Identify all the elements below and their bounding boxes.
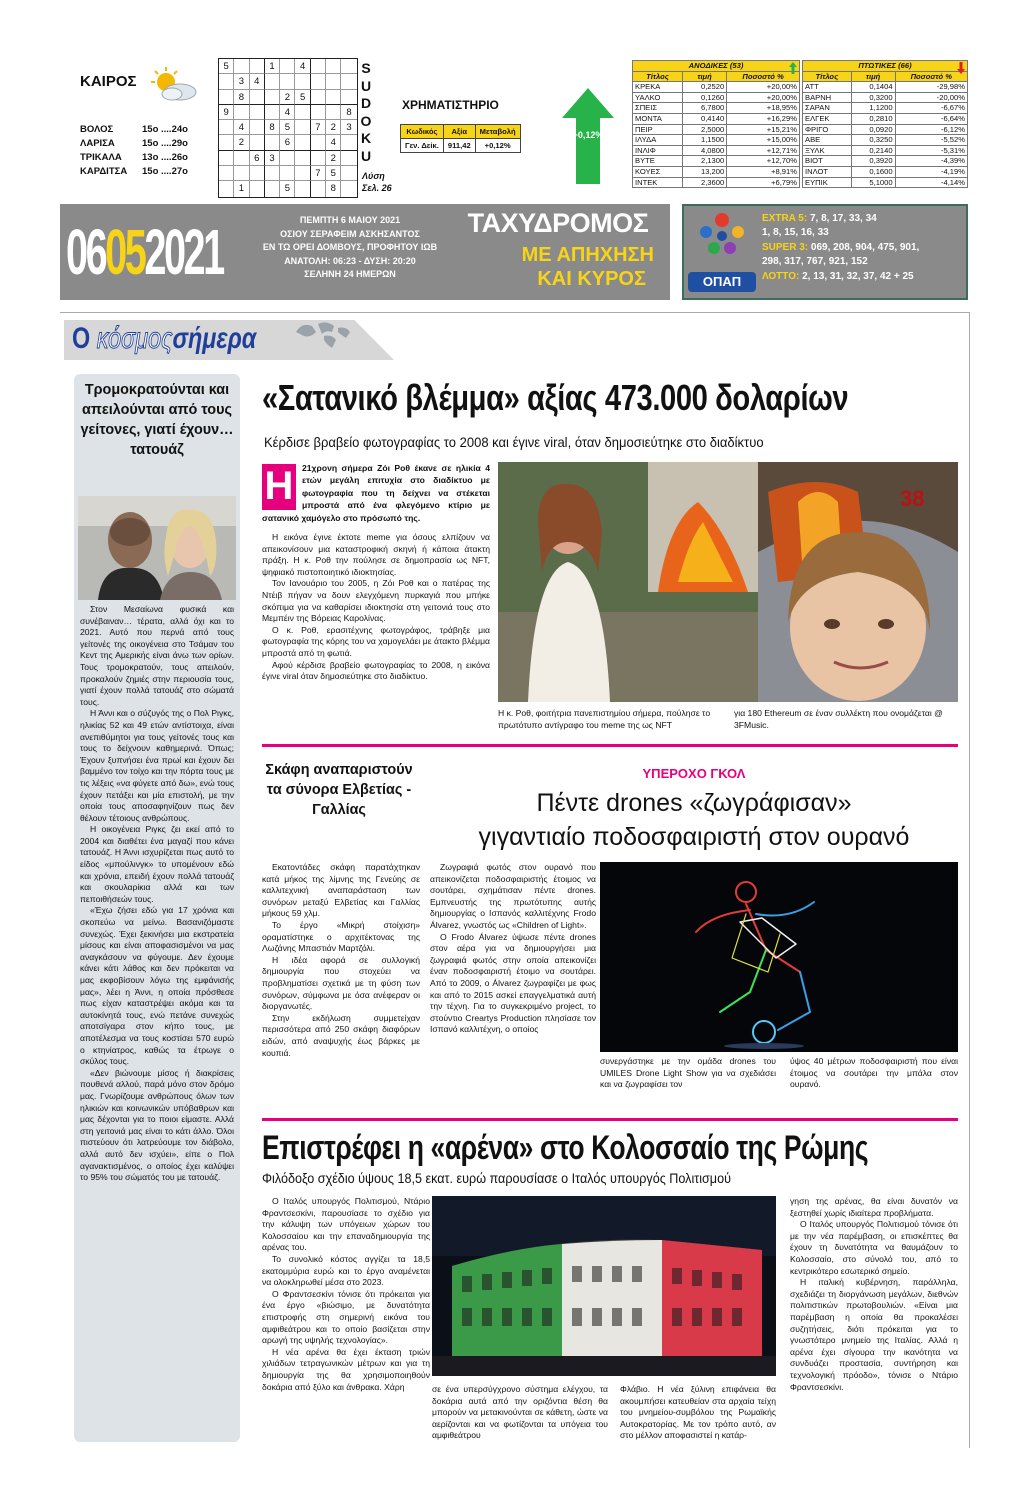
disaster-girl-image (498, 462, 958, 702)
sudoku-cell (341, 90, 356, 105)
index-table: Κωδικός Αξία Μεταβολή Γεν. Δείκ. 911,42 +0,12% (400, 124, 521, 153)
sudoku-cell (250, 120, 265, 135)
sudoku-cell (341, 135, 356, 150)
drones-body (430, 862, 596, 1036)
stock-change: +15,00% (727, 135, 800, 146)
stock-change: -6,12% (895, 124, 967, 135)
red-down-icon (957, 62, 965, 74)
sudoku-cell (280, 74, 295, 89)
stock-symbol: ΙΝΛΙΦ (633, 145, 683, 156)
stock-change: -4,39% (895, 156, 967, 167)
sudoku-cell (250, 181, 265, 196)
colosseum-paragraph: Ο Ιταλός υπουργός Πολιτισμού τόνισε ότι με την νέα παρέμβαση, οι επισκέπτες θα έχουν τη δυνατότητα να θαυμάζουν το Κολοσσαίο, στο σύνολό του, από το κεντρικότερο εσωτερικό σημείο. (790, 1219, 958, 1276)
zoe-roth-photo (498, 462, 958, 702)
stock-symbol: ΑΒΕ (803, 135, 852, 146)
sudoku-cell (295, 74, 310, 89)
stock-row (633, 113, 800, 124)
stock-price: 13,200 (682, 166, 726, 177)
opap-results: EXTRA 5: 7, 8, 17, 33, 34 1, 8, 15, 16, 33 SUPER 3: 069, 208, 904, 475, 901, 298, 317, 767, 921, 152 ΛΟΤΤΟ: 2, 13, 31, 32, 37, 42 + 25 (762, 213, 920, 282)
stock-symbol: ΣΑΡΑΝ (803, 103, 852, 114)
sidebar-headline: Τρομοκρατούνται και απειλούνται από τους γείτονες, γιατί έχουν… τατουάζ (80, 382, 234, 458)
stock-symbol: ΚΡΕΚΑ (633, 82, 683, 93)
sun-cloud-icon (146, 65, 200, 105)
colosseum-col1 (262, 1196, 430, 1393)
photo-caption-1: Η κ. Ροθ, φοιτήτρια πανεπιστημίου σήμερα, πούλησε το πρωτότυπο αντίγραφο του meme της ως NFT (498, 708, 711, 730)
stock-price: 5,1000 (851, 177, 895, 188)
paper-name: ΤΑΧΥΔΡΟΜΟΣ (467, 208, 649, 238)
main-lead: 21χρονη σήμερα Ζόι Ροθ έκανε σε ηλικία 4 ετών μεγάλη επιτυχία στο διαδίκτυο με φωτογραφία που τη δείχνει να στέκεται μπροστά από ένα φλεγόμενο κτίριο με σατανικό χαμόγελο στο πρόσωπό της. (262, 463, 490, 523)
colosseum-paragraph: Ο Ιταλός υπουργός Πολιτισμού, Ντάριο Φραντσεσκίνι, παρουσίασε το σχέδιο για την κάλυψη των υπόγειων χώρων του Κολοσσαίου και την επαναδημιουργία της αρένας του. (262, 1196, 430, 1253)
stock-price: 4,0800 (682, 145, 726, 156)
stock-price: 0,1600 (851, 166, 895, 177)
stock-change: -4,19% (895, 166, 967, 177)
gainers-table-wrap (632, 60, 800, 188)
sudoku-cell: 7 (311, 120, 326, 135)
stock-change: +12,70% (727, 156, 800, 167)
sudoku-cell: 8 (234, 90, 249, 105)
sudoku-cell (219, 166, 234, 181)
sudoku-cell: 4 (280, 105, 295, 120)
sudoku-cell: 5 (219, 59, 234, 74)
slogan-line-1: ΜΕ ΑΠΗΧΗΣΗ (521, 244, 654, 266)
stock-price: 0,4140 (682, 113, 726, 124)
stock-change: -29,98% (895, 82, 967, 93)
sudoku-cell (265, 181, 280, 196)
stock-price: 0,3200 (851, 92, 895, 103)
sudoku-cell (311, 90, 326, 105)
drone-footballer-image (600, 862, 958, 1052)
stock-row (633, 92, 800, 103)
losers-table-wrap (802, 60, 968, 188)
sudoku-cell: 8 (326, 181, 341, 196)
tattoo-couple-photo (78, 496, 236, 600)
sudoku-cell (341, 59, 356, 74)
weather-row: ΛΑΡΙΣΑ 15ο ....29ο (80, 138, 188, 149)
sudoku-cell (311, 59, 326, 74)
sudoku-cell (311, 151, 326, 166)
sudoku-cell (341, 74, 356, 89)
sudoku-cell (295, 151, 310, 166)
stock-change: -5,52% (895, 135, 967, 146)
stock-price: 0,2810 (851, 113, 895, 124)
stock-row (633, 145, 800, 156)
sidebar-paragraph: Στον Μεσαίωνα φυσικά και συνέβαιναν… τέρατα, αλλά όχι και το 2021. Αυτό που περνά από τους γείτονές της οικογένεια στο Τσάμαν του Κεντ της Αμερικής είναι άνω των ορίων. Τους τρομοκρατούν, τους απειλούν, προκαλούν ζημιές στην περιουσία τους, γιατί έχουν πολλά τατουάζ στο σώματά τους. (80, 604, 234, 707)
weather-row: ΚΑΡΔΙΤΣΑ 15ο ....27ο (80, 166, 188, 177)
colosseum-image (432, 1196, 776, 1376)
colosseum-col3: Φλάβιο. Η νέα ξύλινη επιφάνεια θα ακουμπήσει κατευθείαν στα αρχαία τείχη του μνημείου-συμβόλου της Ρωμαϊκής Αυτοκρατορίας. Με τον τρόπο αυτό, αν στο μέλλον αποφασιστεί η κατάρ- (620, 1384, 776, 1441)
stock-change: -5,31% (895, 145, 967, 156)
stock-price: 0,0920 (851, 124, 895, 135)
stock-symbol: ΙΝΛΟΤ (803, 166, 852, 177)
sudoku-cell: 2 (326, 120, 341, 135)
stock-symbol: ΦΡΙΓΟ (803, 124, 852, 135)
sudoku-cell: 5 (280, 181, 295, 196)
stock-price: 0,3920 (851, 156, 895, 167)
colosseum-col4 (790, 1196, 958, 1393)
sudoku-cell (341, 166, 356, 181)
main-paragraph: Η εικόνα έγινε έκτοτε meme για όσους ελπίζουν να απεικονίσουν μια καταστροφική σκηνή ή κάποια άτακτη πράξη. Η κ. Ροθ την πούλησε σε δημοπρασία ως NFT, ψηφιακό πιστοποιητικό ιδιοκτησίας. (262, 532, 490, 577)
weather-box (74, 63, 214, 193)
stock-symbol: ΑΤΤ (803, 82, 852, 93)
sudoku-cell: 3 (265, 151, 280, 166)
sudoku-cell (250, 59, 265, 74)
sudoku-cell (234, 151, 249, 166)
sidebar-paragraph: «Δεν βιώνουμε μίσος ή διακρίσεις πουθενά αλλού, παρά μόνο στον δρόμο μας. Γνωρίζουμε ανθρώπους όλων των ηλικιών και κοινωνικών υπόβαθρων και μας δέχονται για το ποιοι είμαστε. Αλλά στη γειτονιά μας είναι το κάτι άλλο. Όλοι πιστεύουν ότι λατρεύουμε τον διάβολο, αλλά αυτό δεν ισχύει», είπε ο Πολ αγανακτισμένος, ο οποίος έχει καλύψει το 95% του σώματός του με τατουάζ. (80, 1067, 234, 1183)
stock-price: 2,3600 (682, 177, 726, 188)
boats-paragraph: Το έργο «Μικρή στοίχιση» οραματίστηκε ο αρχιτέκτονας της Λωζάνης Μπαστιάν Μαρτζόλι. (262, 919, 420, 954)
stock-change: -6,64% (895, 113, 967, 124)
sudoku-cell (219, 181, 234, 196)
green-up-icon (789, 62, 797, 74)
stock-row (803, 82, 968, 93)
boats-headline: Σκάφη αναπαριστούν τα σύνορα Ελβετίας - Γαλλίας (265, 762, 413, 818)
sudoku-cell (265, 166, 280, 181)
colosseum-subhead: Φιλόδοξο σχέδιο ύψους 18,5 εκατ. ευρώ παρουσίασε ο Ιταλός υπουργός Πολιτισμού (262, 1170, 731, 1186)
building-number-label: 38 (900, 486, 925, 511)
drones-headline-2: γιγαντιαίο ποδοσφαιριστή στον ουρανό (478, 823, 910, 851)
stock-change: +18,95% (727, 103, 800, 114)
sudoku-cell (234, 59, 249, 74)
sudoku-cell (219, 90, 234, 105)
sudoku-cell (280, 151, 295, 166)
boats-paragraph: Η ιδέα αφορά σε συλλογική δημιουργία που στοχεύει να προβληματίσει σχετικά με τη φύση των συνόρων, σύμφωνα με όσα ανέφεραν οι διοργανωτές. (262, 954, 420, 1012)
sudoku-cell: 5 (280, 120, 295, 135)
stock-price: 0,2140 (851, 145, 895, 156)
sudoku-cell (219, 135, 234, 150)
sudoku-cell (250, 166, 265, 181)
losers-table: ΠΤΩΤΙΚΕΣ (66) Τίτλος τιμή Ποσοστό % ΑΤΤ 0,1404 -29,98% ΒΑΡΝΗ 0,3200 -20,00% ΣΑΡΑΝ 1,1200 -6,67% ΕΛΓΕΚ 0,2810 -6,64% ΦΡΙΓΟ 0,0920 -6,12% ΑΒΕ 0,3250 -5,52% ΞΥΛΚ 0,2140 -5,31% ΒΙΟΤ 0,3920 -4,39% ΙΝΛΟΤ 0,1600 -4,19% ΕΥΠΙΚ 5,1000 -4,14% (802, 60, 968, 188)
stock-symbol: ΞΥΛΚ (803, 145, 852, 156)
sudoku-cell (234, 166, 249, 181)
sudoku-cell: 4 (295, 59, 310, 74)
stock-row (803, 156, 968, 167)
date-details: ΠΕΜΠΤΗ 6 ΜΑΙΟΥ 2021 ΟΣΙΟΥ ΣΕΡΑΦΕΙΜ ΑΣΚΗΣΑΝΤΟΣ ΕΝ ΤΩ ΟΡΕΙ ΔΟΜΒΟΥΣ, ΠΡΟΦΗΤΟΥ ΙΩΒ ΑΝΑΤΟΛΗ: 06:23 - ΔΥΣΗ: 20:20 ΣΕΛΗΝΗ 24 ΗΜΕΡΩΝ (262, 215, 438, 280)
stock-price: 6,7800 (682, 103, 726, 114)
sidebar-paragraph: Η Άννι και ο σύζυγός της ο Πολ Ριγκς, ηλικίας 52 και 49 ετών αντίστοιχα, είναι ανεπιθύμητοι για τους γείτονές τους και τους το δείχνουν καθημερινά. Όπως; Έχουν ξυπνήσει ένα πρωί και έχουν δει βαμμένο τον τοίχο και την πόρτα τους με τις λέξεις «να φύγετε από δω», ενώ τους έχουν πετάξει και μία επιστολή, με την οποία τους αποσαφηνίζουν πως δεν θέλουν τέτοιους ανθρώπους. (80, 708, 234, 823)
sidebar-body (80, 604, 234, 1184)
stock-change: -20,00% (895, 92, 967, 103)
stock-change: -4,14% (895, 177, 967, 188)
sudoku-vertical-title: S U D O K U (360, 60, 372, 164)
weather-title: ΚΑΙΡΟΣ (80, 73, 137, 90)
sudoku-cell (265, 74, 280, 89)
stock-change: +15,21% (727, 124, 800, 135)
sudoku-cell (295, 181, 310, 196)
stock-price: 0,2520 (682, 82, 726, 93)
stock-change: +16,29% (727, 113, 800, 124)
stock-row (633, 166, 800, 177)
stock-symbol: ΥΑΛΚΟ (633, 92, 683, 103)
main-paragraph: Τον Ιανουάριο του 2005, η Ζόι Ροθ και ο πατέρας της Ντέιβ πήγαν να δουν ελεγχόμενη πυρκαγιά που μπήκε σκόπιμα για να καθαρίσει ιδιοκτησία στη γειτονιά τους στο Μεμπέιν της Βόρειας Καρολίνας. (262, 578, 490, 624)
drones-headline-1: Πέντε drones «ζωγράφισαν» (536, 789, 852, 817)
stock-change: +20,00% (727, 92, 800, 103)
sudoku-cell (250, 90, 265, 105)
sudoku-cell (341, 151, 356, 166)
sudoku-cell: 8 (341, 105, 356, 120)
opap-logo-icon (692, 210, 752, 268)
sudoku-cell (250, 135, 265, 150)
sudoku-cell (295, 120, 310, 135)
sudoku-cell: 4 (326, 135, 341, 150)
sudoku-cell (234, 105, 249, 120)
colosseum-headline: Επιστρέφει η «αρένα» στο Κολοσσαίο της Ρώμης (262, 1129, 869, 1167)
drone-light-photo (600, 862, 958, 1052)
stock-row (633, 124, 800, 135)
dropcap: Η (262, 464, 296, 510)
index-arrow-label: +0,12% (572, 130, 604, 140)
sudoku-cell (219, 74, 234, 89)
stock-symbol: ΒΥΤΕ (633, 156, 683, 167)
sudoku-cell (295, 166, 310, 181)
stock-price: 0,1260 (682, 92, 726, 103)
stock-row (803, 92, 968, 103)
sudoku-cell (326, 59, 341, 74)
sudoku-cell: 5 (326, 166, 341, 181)
tattoo-couple-image (78, 496, 236, 600)
sudoku-cell (311, 181, 326, 196)
main-text-column (262, 462, 490, 683)
sudoku-cell: 3 (341, 120, 356, 135)
stock-symbol: ΕΛΓΕΚ (803, 113, 852, 124)
stock-symbol: ΙΛΥΔΑ (633, 135, 683, 146)
sudoku-cell (341, 181, 356, 196)
colosseum-paragraph: Ο Φραντσεσκίνι τόνισε ότι πρόκειται για ένα έργο «βιώσιμο, με δυνατότητα επιστροφής στη σημερινή εικόνα του αμφιθεάτρου και το οποίο βασίζεται στην αρωγή της υψηλής τεχνολογίας». (262, 1288, 430, 1346)
boats-paragraph: Στην εκδήλωση συμμετείχαν περισσότερα από 250 σκάφη διαφόρων ειδών, από αναψυχής έως βάρκες με κουπιά. (262, 1012, 420, 1058)
stock-price: 0,1404 (851, 82, 895, 93)
sudoku-cell: 2 (234, 135, 249, 150)
sudoku-cell (219, 151, 234, 166)
boats-paragraph: Εκατοντάδες σκάφη παρατάχτηκαν κατά μήκος της λίμνης της Γενεύης σε καλλιτεχνική αναπαράσταση των συνόρων μεταξύ Ελβετίας και Γαλλίας μήκους 59 χλμ. (262, 862, 420, 919)
stock-row (633, 135, 800, 146)
sudoku-cell: 9 (219, 105, 234, 120)
colosseum-col2: σε ένα υπερσύγχρονο σύστημα ελέγχου, τα δοκάρια αυτά από την οριζόντια θέση θα μπορούν να μετακινούνται σε κάθετη, ώστε να αερίζονται και να φωτίζονται τα υπόγεια του αμφιθεάτρου (432, 1384, 608, 1441)
sudoku-cell (326, 90, 341, 105)
stock-row (803, 103, 968, 114)
sudoku-cell (265, 135, 280, 150)
stock-row (803, 145, 968, 156)
stock-symbol: ΚΟΥΕΣ (633, 166, 683, 177)
stock-symbol: ΠΕΙΡ (633, 124, 683, 135)
stock-row (803, 135, 968, 146)
sudoku-cell (280, 166, 295, 181)
divider-line (262, 1118, 958, 1121)
paper-name-box (450, 206, 666, 298)
sidebar-paragraph: Η οικογένεια Ριγκς ζει εκεί από το 2004 και διαθέτει ένα μαγαζί που κάνει τατουάζ. Η Άννι ισχυρίζεται πως αυτό το είδος «μπούλινγκ» το υπομένουν εδώ και χρόνια, επειδή έχουν πολλά τατουάζ και σκουλαρίκια αλλά και των πεποιθήσεών τους. (80, 824, 234, 904)
sudoku-cell (280, 59, 295, 74)
stock-change: +6,79% (727, 177, 800, 188)
colosseum-paragraph: Η νέα αρένα θα έχει έκταση τριών χιλιάδων τετραγωνικών μέτρων και για τη δημιουργία της θα χρησιμοποιηθούν δοκάρια από ξύλο και άνθρακα. Χάρη (262, 1346, 430, 1392)
gainers-table: ΑΝΟΔΙΚΕΣ (53) Τίτλος τιμή Ποσοστό % ΚΡΕΚΑ 0,2520 +20,00% ΥΑΛΚΟ 0,1260 +20,00% ΣΠΕΙΣ 6,7800 +18,95% ΜΟΝΤΑ 0,4140 +16,29% ΠΕΙΡ 2,5000 +15,21% ΙΛΥΔΑ 1,1500 +15,00% ΙΝΛΙΦ 4,0800 +12,71% ΒΥΤΕ 2,1300 +12,70% ΚΟΥΕΣ 13,200 +8,91% ΙΝΤΕΚ 2,3600 +6,79% (632, 60, 800, 188)
sudoku-cell: 5 (295, 90, 310, 105)
sudoku-cell: 3 (234, 74, 249, 89)
weather-row: ΒΟΛΟΣ 15ο ....24ο (80, 124, 188, 135)
stock-row (803, 166, 968, 177)
opap-logo-text: ΟΠΑΠ (688, 272, 756, 292)
drones-col4: ύψος 40 μέτρων ποδοσφαιριστή που είναι έτοιμος να σουτάρει την μπάλα στον ουρανό. (790, 1056, 958, 1090)
sudoku-cell: 6 (250, 151, 265, 166)
sudoku-cell (265, 90, 280, 105)
stock-row (633, 156, 800, 167)
colosseum-paragraph: Η ιταλική κυβέρνηση, παράλληλα, σχεδιάζει τη διοργάνωση μεγάλων, διεθνών πολιτιστικών πρωτοβουλιών. «Είναι μια παρέμβαση η οποία θα προκαλέσει συζητήσεις, διότι πρόκειται για το γνωστότερο μνημείο της Ιταλίας. Αλλά η αρένα έχει σίγουρα την ικανότητα να συνδυάζει προστασία, συντήρηση και τεχνολογική πρόοδο», τόνισε ο Ντάριο Φραντσεσκίνι. (790, 1277, 958, 1392)
stock-symbol: ΒΙΟΤ (803, 156, 852, 167)
stock-row (803, 124, 968, 135)
stock-symbol: ΜΟΝΤΑ (633, 113, 683, 124)
sudoku-cell (295, 105, 310, 120)
stock-symbol: ΣΠΕΙΣ (633, 103, 683, 114)
stock-price: 1,1200 (851, 103, 895, 114)
colosseum-paragraph: γηση της αρένας, θα είναι δυνατόν να ξεστηθεί χωρίς ιδιαίτερα προβλήματα. (790, 1196, 958, 1218)
sidebar-paragraph: «Έχω ζήσει εδώ για 17 χρόνια και σκοπεύω να μείνω. Βασανιζόμαστε συνεχώς. Έχει ξεκινήσει μια εκστρατεία μίσους και είναι αποφασισμένοι να μας αναγκάσουν να φύγουμε. Δεν έχουμε κάνει κάτι λάθος και δεν πρόκειται να μας εκφοβίσουν λόγω της εμφάνισής μας», λέει η Άννι, η οποία πρόσθεσε πως είχαν καταστρέψει ακόμα και τα αυτοκίνητά τους, ενώ πετάνε συνεχώς αποτσίγαρα στον κήπο τους, με αποτέλεσμα να τους κοστίσει 570 ευρώ ο κτηνίατρος, καθώς τα έτρωγε ο σκύλος τους. (80, 905, 234, 1067)
sudoku-cell: 2 (326, 151, 341, 166)
sudoku-solution: Λύση Σελ. 26 (362, 171, 392, 193)
drones-paragraph: Ζωγραφιά φωτός στον ουρανό που απεικονίζεται ποδοσφαιριστής έτοιμος να σουτάρει, σχημάτισαν πέντε drones. Εμπνευστής της πρωτότυπης αυτής δημιουργίας ο Ισπανός καλλιτέχνης Frodo Álvarez, γνωστός ως «Children of Light». (430, 862, 596, 930)
main-subhead: Κέρδισε βραβείο φωτογραφίας το 2008 και έγινε viral, όταν δημοσιεύτηκε στο διαδίκτυο (264, 434, 764, 450)
stock-row (633, 82, 800, 93)
stock-row (633, 103, 800, 114)
stock-change: +20,00% (727, 82, 800, 93)
sudoku-cell (311, 105, 326, 120)
stock-row (803, 177, 968, 188)
sudoku-cell (326, 105, 341, 120)
sudoku-grid (218, 58, 358, 198)
sudoku-cell (311, 135, 326, 150)
sudoku-cell (326, 74, 341, 89)
sudoku-cell (250, 105, 265, 120)
sudoku-cell (295, 135, 310, 150)
drones-paragraph: Ο Frodo Álvarez ύψωσε πέντε drones στον αέρα για να δημιουργήσει μια ζωγραφιά φωτός στην οποία απεικονίζει έναν ποδοσφαιριστή έτοιμο να σουτάρει. Από το 2009, ο Álvarez ζωγραφίζει με φως και από το 2015 ασκεί επαγγελματικά αυτή την τέχνη. Για το συγκεκριμένο project, το στούντιο Creartys Production πλησίασε τον Ισπανό καλλιτέχνη, ο οποίος (430, 931, 596, 1035)
drones-kicker: ΥΠΕΡΟΧΟ ΓΚΟΛ (642, 766, 746, 781)
main-paragraph: Αφού κέρδισε βραβείο φωτογραφίας το 2008, η εικόνα έγινε viral όταν δημοσιεύτηκε στο διαδίκτυο. (262, 659, 490, 682)
photo-caption-2: για 180 Ethereum σε έναν συλλέκτη που ονομάζεται @ 3FMusic. (734, 708, 943, 730)
stock-row (633, 177, 800, 188)
sudoku-cell: 6 (280, 135, 295, 150)
main-headline: «Σατανικό βλέμμα» αξίας 473.000 δολαρίων (262, 377, 849, 418)
drones-col3: συνεργάστηκε με την ομάδα drones του UMILES Drone Light Show για να σχεδιάσει και να ζωγραφίσει τον (600, 1056, 776, 1090)
colosseum-paragraph: Το συνολικό κόστος αγγίζει τα 18,5 εκατομμύρια ευρώ και το έργο αναμένεται να ολοκληρωθεί μέσα στο 2023. (262, 1253, 430, 1288)
stock-symbol: ΕΥΠΙΚ (803, 177, 852, 188)
sudoku-cell (265, 105, 280, 120)
stock-change: +12,71% (727, 145, 800, 156)
weather-row: ΤΡΙΚΑΛΑ 13ο ....26ο (80, 152, 188, 163)
sudoku-cell: 7 (311, 166, 326, 181)
stock-price: 0,3250 (851, 135, 895, 146)
stock-title: ΧΡΗΜΑΤΙΣΤΗΡΙΟ (402, 98, 499, 112)
date-number: 06052021 (66, 216, 223, 288)
sudoku-cell: 4 (250, 74, 265, 89)
sudoku-cell: 1 (234, 181, 249, 196)
slogan-line-2: ΚΑΙ ΚΥΡΟΣ (537, 268, 646, 290)
stock-change: -6,67% (895, 103, 967, 114)
colosseum-photo (432, 1196, 776, 1376)
sudoku-cell (219, 120, 234, 135)
sudoku-cell: 8 (265, 120, 280, 135)
section-title: Ο κόσμοςσήμερα (72, 322, 257, 355)
main-paragraph: Ο κ. Ροθ, ερασιτέχνης φωτογράφος, τράβηξε μια φωτογραφία της κόρης του να χαμογελάει με άτακτο βλέμμα μπροστά από τη φωτιά. (262, 624, 490, 658)
stock-symbol: ΒΑΡΝΗ (803, 92, 852, 103)
stock-symbol: ΙΝΤΕΚ (633, 177, 683, 188)
stock-row (803, 113, 968, 124)
sudoku-cell: 2 (280, 90, 295, 105)
stock-price: 1,1500 (682, 135, 726, 146)
boats-body (262, 862, 420, 1059)
sudoku-cell: 1 (265, 59, 280, 74)
stock-change: +8,91% (727, 166, 800, 177)
stock-price: 2,1300 (682, 156, 726, 167)
divider-line (262, 744, 958, 747)
sudoku-cell: 4 (234, 120, 249, 135)
stock-price: 2,5000 (682, 124, 726, 135)
sudoku-cell (311, 74, 326, 89)
